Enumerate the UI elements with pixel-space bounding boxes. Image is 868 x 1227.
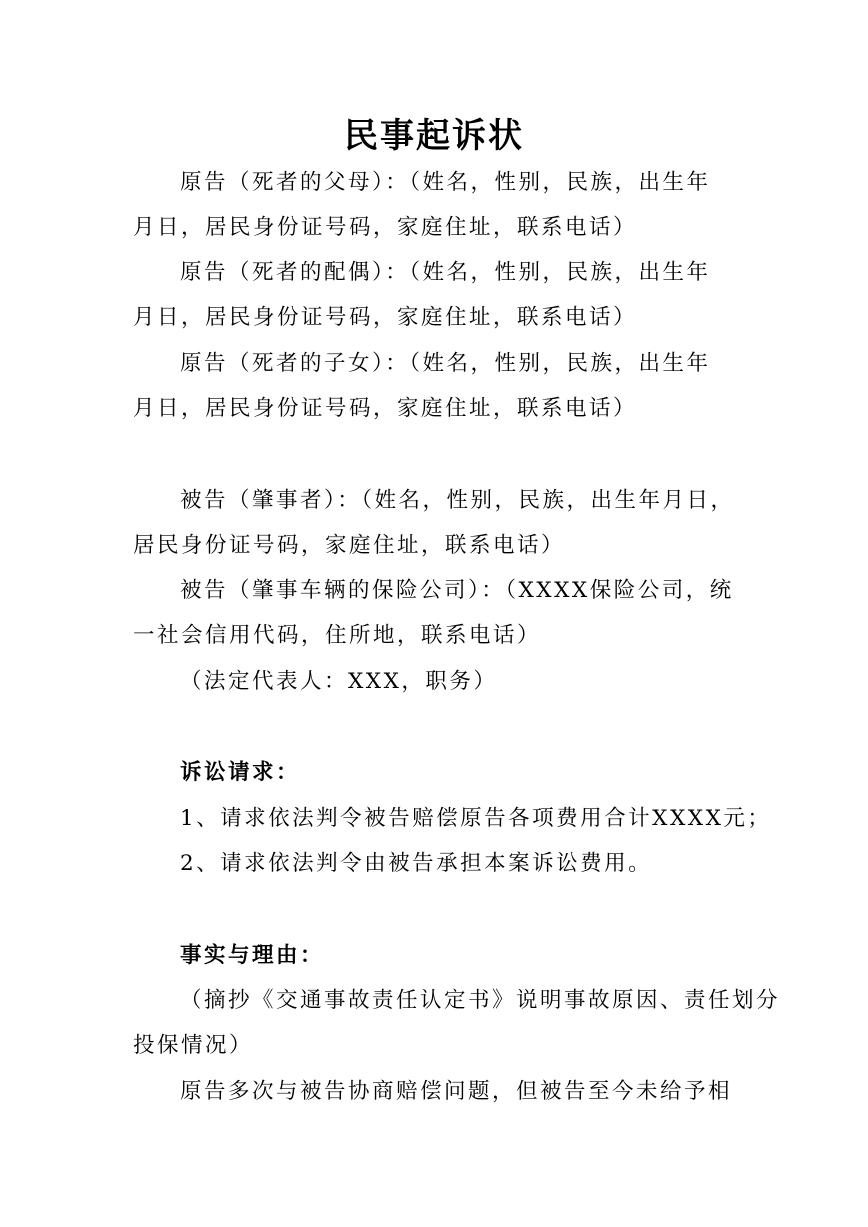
plaintiff-children-line-1: 原告（死者的子女）：（姓名，性别，民族，出生年	[180, 351, 711, 376]
facts-line-3: 原告多次与被告协商赔偿问题，但被告至今未给予相	[180, 1079, 733, 1104]
plaintiff-spouse-line-1: 原告（死者的配偶）：（姓名，性别，民族，出生年	[180, 260, 711, 285]
defendant-driver-line-2: 居民身份证号码，家庭住址，联系电话）	[133, 533, 566, 558]
plaintiff-children-line-2: 月日，居民身份证号码，家庭住址，联系电话）	[133, 396, 638, 421]
claims-heading: 诉讼请求：	[180, 760, 301, 785]
defendant-insurer-line-2: 一社会信用代码，住所地，联系电话）	[133, 623, 542, 648]
document-title: 民事起诉状	[344, 116, 524, 156]
legal-representative-line: （法定代表人：XXX，职务）	[180, 669, 498, 694]
plaintiff-parents-line-2: 月日，居民身份证号码，家庭住址，联系电话）	[133, 215, 638, 240]
defendant-insurer-line-1: 被告（肇事车辆的保险公司）：（XXXX保险公司，统	[180, 578, 734, 603]
defendant-driver-line-1: 被告（肇事者）：（姓名，性别，民族，出生年月日，	[180, 488, 735, 513]
claim-item-2: 2、请求依法判令由被告承担本案诉讼费用。	[180, 851, 653, 876]
facts-line-1: （摘抄《交通事故责任认定书》说明事故原因、责任划分	[180, 988, 781, 1013]
facts-line-2: 投保情况）	[133, 1033, 254, 1058]
plaintiff-parents-line-1: 原告（死者的父母）：（姓名，性别，民族，出生年	[180, 170, 711, 195]
claim-item-1: 1、请求依法判令被告赔偿原告各项费用合计XXXX元；	[180, 806, 772, 831]
plaintiff-spouse-line-2: 月日，居民身份证号码，家庭住址，联系电话）	[133, 305, 638, 330]
facts-heading: 事实与理由：	[180, 943, 325, 968]
